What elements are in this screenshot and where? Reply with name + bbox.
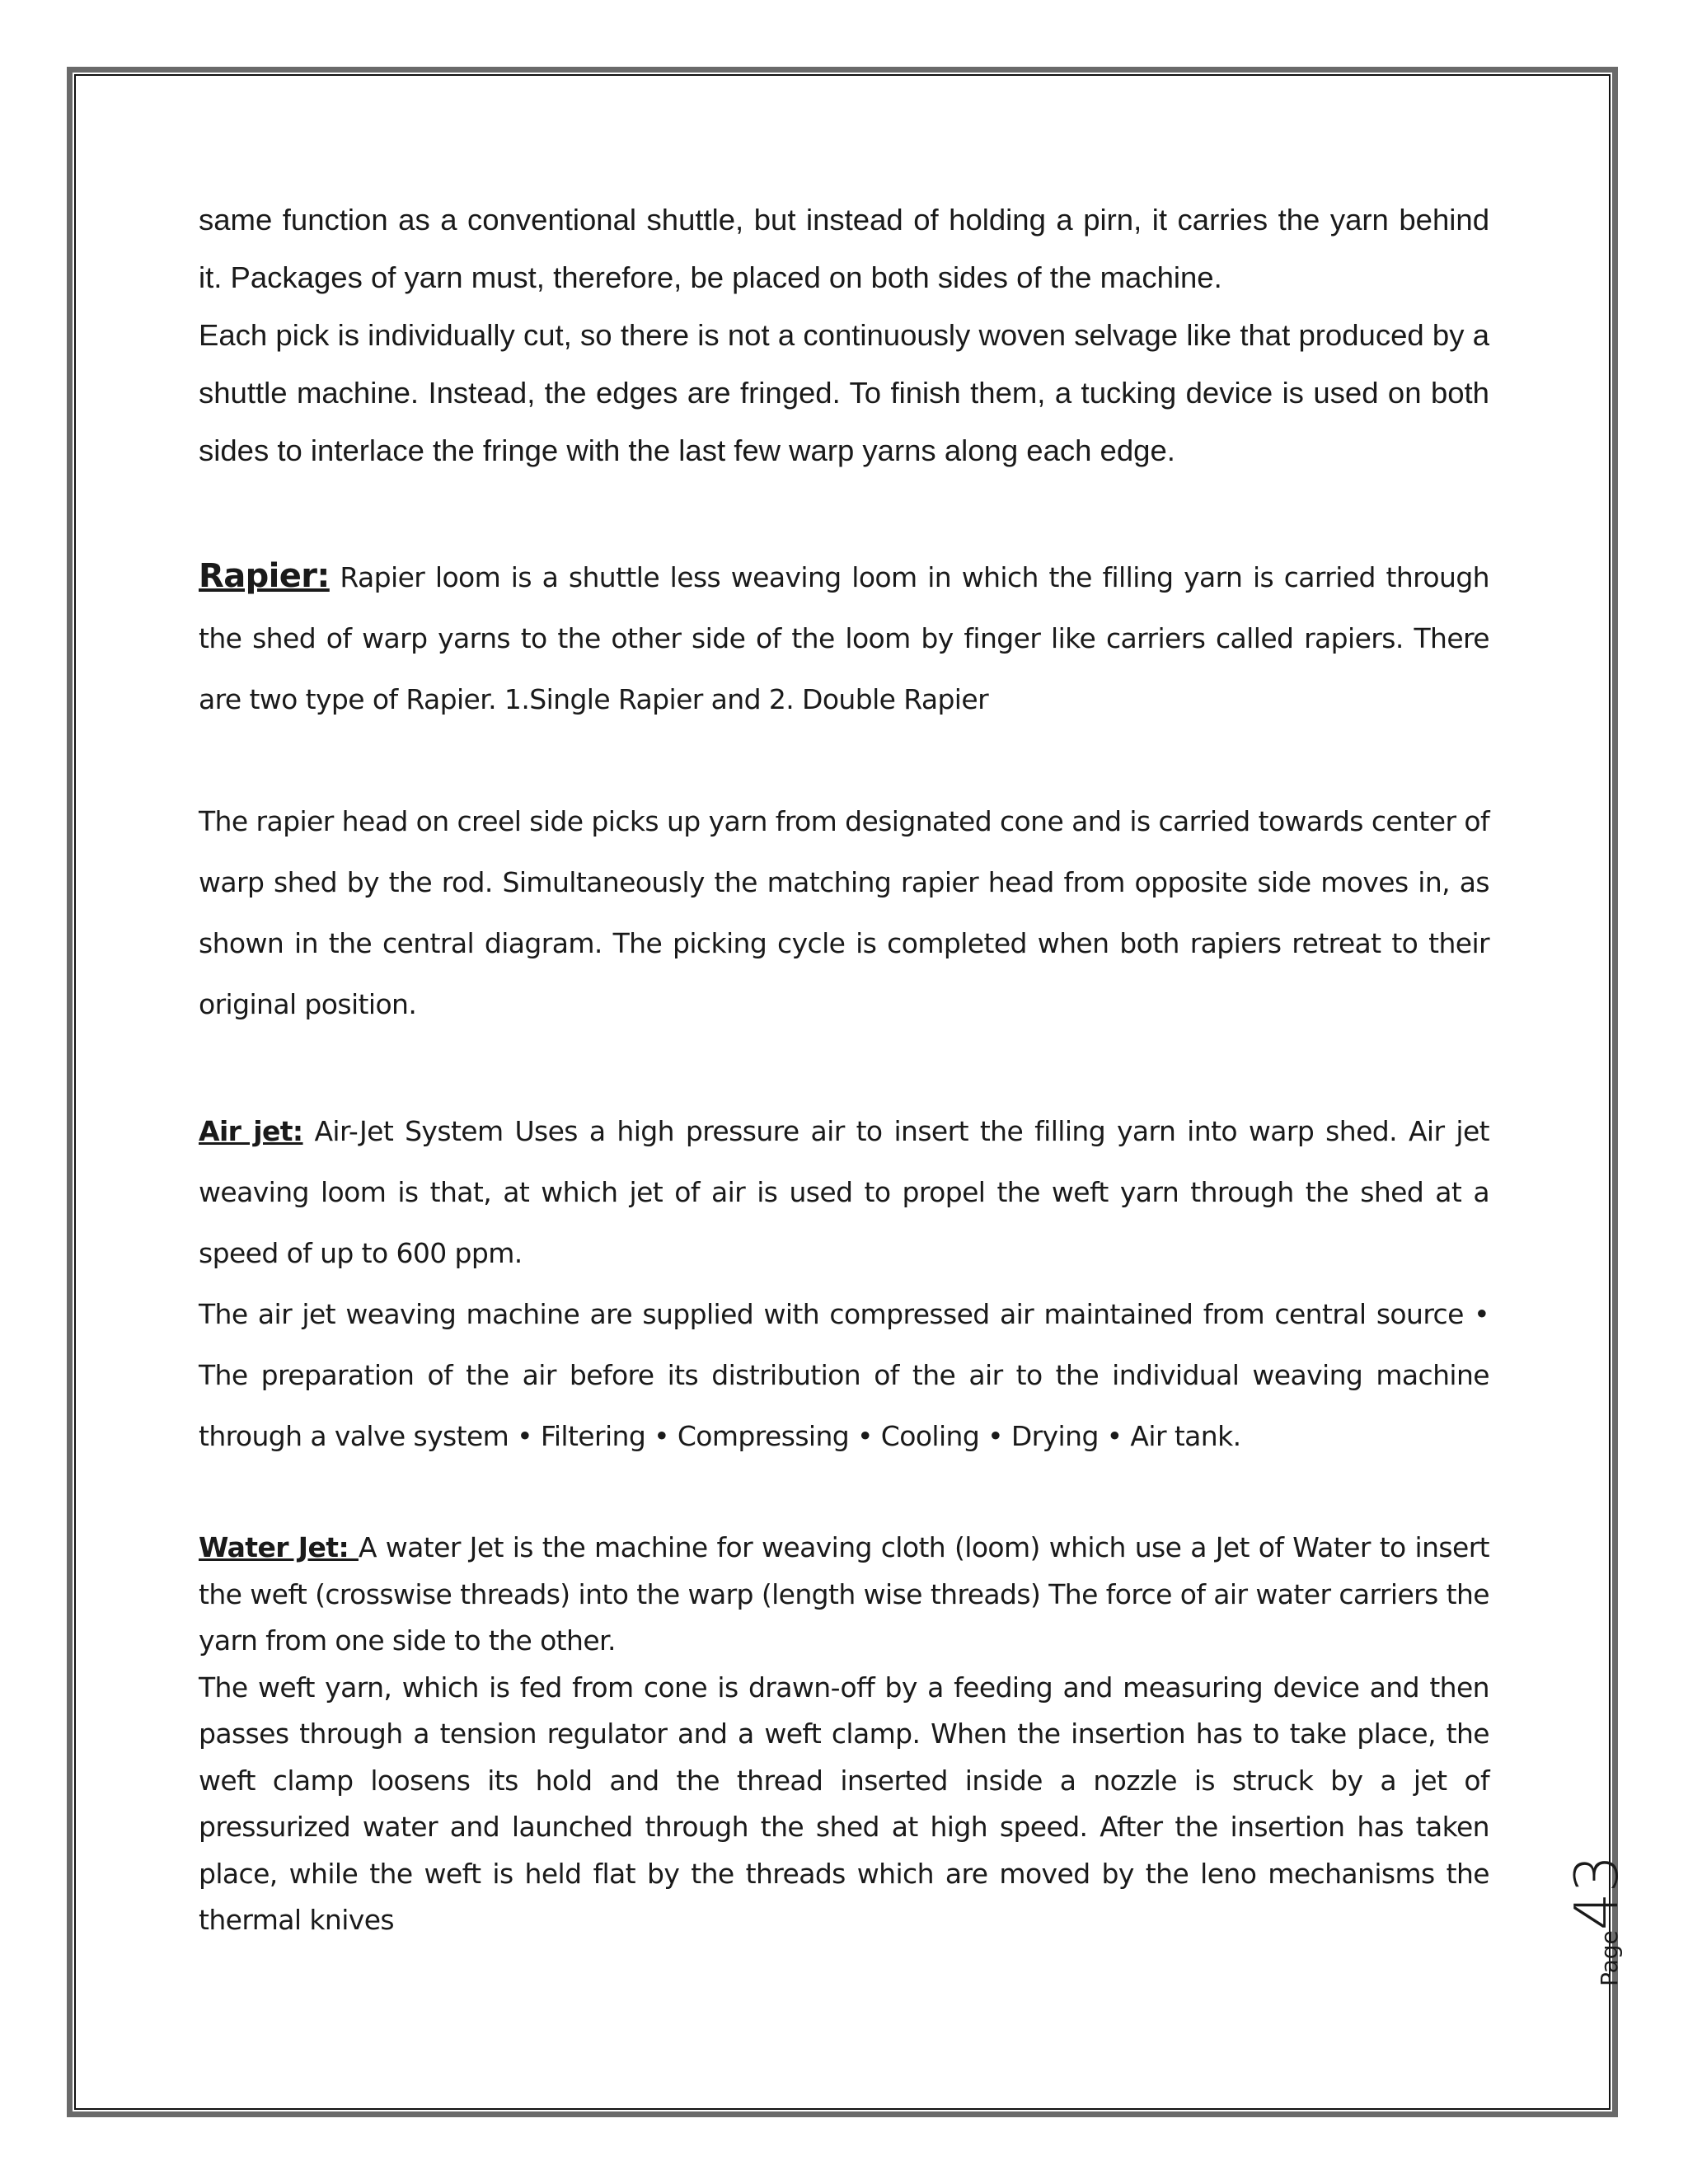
airjet-text: Air-Jet System Uses a high pressure air to insert the filling yarn into warp shed. Air jet weaving loom is that, at which jet of air is used to propel the weft yarn through the shed at a speed of up to 600 ppm. [199,1115,1489,1269]
paragraph-rapier-2: The rapier head on creel side picks up yarn from designated cone and is carried towards center of warp shed by the rod. Simultaneously the matching rapier head from opposite side moves in, as shown in the central diagram. The picking cycle is completed when both rapiers retreat to their original position. [199,805,1489,1020]
page-content [199,191,1489,1944]
spacer [199,1467,1489,1525]
paragraph-intro-1: same function as a conventional shuttle, but instead of holding a pirn, it carries the yarn behind it. Packages of yarn must, therefore, be placed on both sides of the machine. [199,203,1489,294]
page-number-value: 43 [1562,1854,1631,1931]
spacer [199,730,1489,791]
paragraph-rapier [199,546,1489,730]
paragraph-airjet-2: The air jet weaving machine are supplied with compressed air maintained from central source • The preparation of the air before its distribution of the air to the individual weaving machine through a valve system • Filtering • Compressing • Cooling • Drying • Air tank. [199,1298,1489,1452]
paragraph-intro-2: Each pick is individually cut, so there is not a continuously woven selvage like that produced by a shuttle machine. Instead, the edges are fringed. To finish them, a tucking device is used on both sides to interlace the fringe with the last few warp yarns along each edge. [199,318,1489,467]
spacer [199,1035,1489,1101]
spacer [199,480,1489,546]
heading-rapier: Rapier: [199,557,330,595]
heading-airjet: Air jet: [199,1115,303,1147]
page-number-label: Page [1596,1930,1623,1986]
paragraph-airjet [199,1101,1489,1284]
paragraph-waterjet-2: The weft yarn, which is fed from cone is drawn-off by a feeding and measuring device and then passes through a tension regulator and a weft clamp. When the insertion has to take place, the weft clamp loosens its hold and the thread inserted inside a nozzle is struck by a jet of pressurized water and launched through the shed at high speed. After the insertion has taken place, while the weft is held flat by the threads which are moved by the leno mechanisms the thermal knives [199,1671,1489,1936]
rapier-text: Rapier loom is a shuttle less weaving loom in which the filling yarn is carried through the shed of warp yarns to the other side of the loom by finger like carriers called rapiers. There are two type of Rapier. 1.Single Rapier and 2. Double Rapier [199,561,1489,715]
waterjet-text: A water Jet is the machine for weaving cloth (loom) which use a Jet of Water to insert the weft (crosswise threads) into the warp (length wise threads) The force of air water carriers the yarn from one side to the other. [199,1531,1489,1657]
heading-waterjet: Water Jet: [199,1531,359,1563]
paragraph-waterjet [199,1525,1489,1665]
page-number [1562,1855,1631,1986]
